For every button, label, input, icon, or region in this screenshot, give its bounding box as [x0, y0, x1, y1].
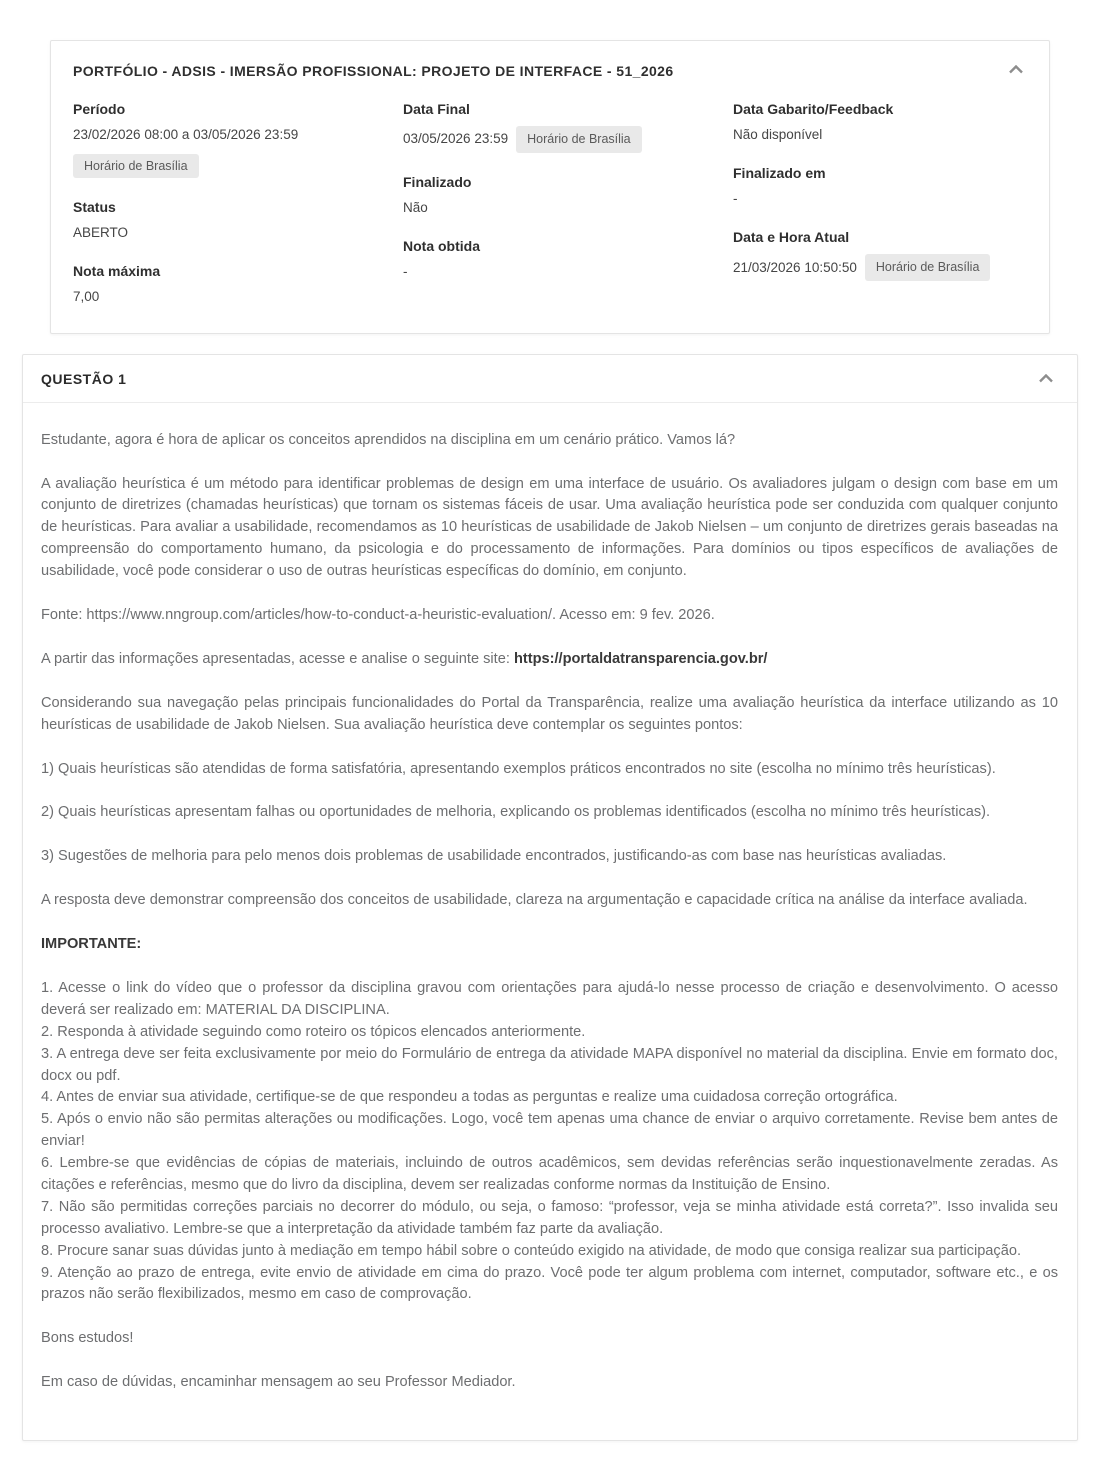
assignment-title: PORTFÓLIO - ADSIS - IMERSÃO PROFISSIONAL: PROJETO DE INTERFACE - 51_2026	[73, 63, 674, 79]
question-paragraph-intro: Estudante, agora é hora de aplicar os conceitos aprendidos na disciplina em um cenário prático. Vamos lá?	[41, 431, 736, 448]
assignment-column-2	[403, 101, 733, 307]
nota-obtida-label: Nota obtida	[403, 238, 480, 255]
nota-obtida-field	[403, 238, 733, 281]
data-final-label: Data Final	[403, 101, 470, 117]
timezone-badge: Horário de Brasília	[73, 154, 199, 178]
question-paragraph-duvidas: Em caso de dúvidas, encaminhar mensagem ao seu Professor Mediador.	[41, 1374, 516, 1391]
question-paragraph-fonte: Fonte: https://www.nngroup.com/articles/how-to-conduct-a-heuristic-evaluation/. Acesso em: 9 fev. 2026.	[41, 607, 715, 623]
question-card	[22, 354, 1078, 1442]
periodo-label: Período	[73, 101, 126, 117]
data-final-field	[403, 101, 733, 153]
timezone-badge: Horário de Brasília	[516, 126, 642, 153]
instruction-item: 3. A entrega deve ser feita exclusivamente por meio do Formulário de entrega da atividade MAPA disponível no material da disciplina. Envie em formato doc, docx ou pdf.	[41, 1045, 1058, 1084]
instruction-item: 6. Lembre-se que evidências de cópias de materiais, incluindo de outros acadêmicos, sem devidas referências serão inquestionavelmente zeradas. As citações e referências, mesmo que do livro da disciplina, devem ser realizadas conforme normas da Instituição de Ensino.	[41, 1155, 1058, 1194]
important-heading: IMPORTANTE:	[41, 936, 142, 953]
status-label: Status	[73, 199, 116, 216]
instruction-item: 9. Atenção ao prazo de entrega, evite envio de atividade em cima do prazo. Você pode ter algum problema com internet, computador, software etc., e os prazos não serão flexibilizados, mesmo em caso de comprovação.	[41, 1264, 1058, 1303]
assignment-summary-card	[50, 40, 1050, 334]
question-collapse-button[interactable]	[1037, 372, 1055, 385]
data-hora-atual-field	[733, 229, 1025, 281]
chevron-up-icon	[1039, 374, 1053, 383]
status-field	[73, 199, 403, 242]
instruction-item: 4. Antes de enviar sua atividade, certifique-se de que respondeu a todas as perguntas e realize uma cuidadosa correção ortográfica.	[41, 1089, 898, 1106]
instruction-item: 5. Após o envio não são permitas alterações ou modificações. Logo, você tem apenas uma chance de enviar o arquivo corretamente. Revise bem antes de enviar!	[41, 1111, 1058, 1150]
instructions-list	[41, 978, 1058, 1306]
nota-maxima-value: 7,00	[73, 289, 100, 305]
assignment-fields-grid	[73, 101, 1025, 307]
finalizado-em-value: -	[733, 191, 738, 207]
nota-obtida-value: -	[403, 264, 408, 280]
question-paragraph-ponto3: 3) Sugestões de melhoria para pelo menos dois problemas de usabilidade encontrados, justificando-as com base nas heurísticas avaliadas.	[41, 848, 947, 865]
data-gabarito-field	[733, 101, 1025, 144]
question-paragraph-heuristica: A avaliação heurística é um método para identificar problemas de design em uma interface de usuário. Os avaliadores julgam o design com base em um conjunto de diretrizes (chamadas heurísticas) que tornam os sistemas fáceis de usar. Uma avaliação heurística pode ser conduzida com qualquer conjunto de heurísticas. Para avaliar a usabilidade, recomendamos as 10 heurísticas de usabilidade de Jakob Nielsen – um conjunto de diretrizes gerais baseadas na compreensão do comportamento humano, da psicologia e do processamento de informações. Para domínios ou tipos específicos de avaliações de usabilidade, você pode considerar o uso de outras heurísticas específicas do domínio, em conjunto.	[41, 475, 1058, 580]
status-value: ABERTO	[73, 225, 129, 241]
data-final-value: 03/05/2026 23:59	[403, 131, 509, 147]
assignment-column-1	[73, 101, 403, 307]
finalizado-label: Finalizado	[403, 173, 472, 190]
periodo-field	[73, 101, 403, 178]
periodo-value: 23/02/2026 08:00 a 03/05/2026 23:59	[73, 127, 299, 142]
chevron-up-icon	[1009, 65, 1023, 74]
nota-maxima-label: Nota máxima	[73, 263, 161, 280]
assignment-header	[73, 63, 1025, 79]
question-paragraph-resposta: A resposta deve demonstrar compreensão dos conceitos de usabilidade, clareza na argumentação e capacidade crítica na análise da interface avaliada.	[41, 892, 1028, 909]
question-header	[23, 355, 1077, 403]
instruction-item: 2. Responda à atividade seguindo como roteiro os tópicos elencados anteriormente.	[41, 1023, 586, 1040]
question-paragraph-bons-estudos: Bons estudos!	[41, 1330, 134, 1347]
timezone-badge: Horário de Brasília	[865, 254, 991, 281]
finalizado-em-label: Finalizado em	[733, 165, 826, 182]
data-gabarito-value: Não disponível	[733, 127, 823, 142]
question-paragraph-ponto1: 1) Quais heurísticas são atendidas de forma satisfatória, apresentando exemplos práticos encontrados no site (escolha no mínimo três heurísticas).	[41, 760, 996, 777]
instruction-item: 8. Procure sanar suas dúvidas junto à mediação em tempo hábil sobre o conteúdo exigido na atividade, de modo que consiga realizar sua participação.	[41, 1242, 1022, 1259]
assignment-collapse-button[interactable]	[1007, 63, 1025, 76]
instruction-item: 1. Acesse o link do vídeo que o professor da disciplina gravou com orientações para ajudá-lo nesse processo de criação e desenvolvimento. O acesso deverá ser realizado em: MATERIAL DA DISCIPLINA.	[41, 980, 1058, 1018]
instruction-item: 7. Não são permitidas correções parciais no decorrer do módulo, ou seja, o famoso: “professor, veja se minha atividade está correta?”. Isso invalida seu processo avaliativo. Lembre-se que a interpretação da atividade também faz parte da avaliação.	[41, 1198, 1058, 1237]
assignment-column-3	[733, 101, 1025, 307]
question-body	[23, 403, 1077, 1441]
finalizado-field	[403, 174, 733, 217]
data-gabarito-label: Data Gabarito/Feedback	[733, 101, 894, 117]
question-title: QUESTÃO 1	[41, 370, 127, 387]
question-paragraph-site	[41, 649, 1058, 671]
data-hora-atual-label: Data e Hora Atual	[733, 229, 850, 246]
question-paragraph-ponto2: 2) Quais heurísticas apresentam falhas ou oportunidades de melhoria, explicando os problemas identificados (escolha no mínimo três heurísticas).	[41, 804, 991, 821]
finalizado-value: Não	[403, 199, 428, 215]
nota-maxima-field	[73, 263, 403, 306]
question-paragraph-considerando: Considerando sua navegação pelas principais funcionalidades do Portal da Transparência, realize uma avaliação heurística da interface utilizando as 10 heurísticas de usabilidade de Jakob Nielsen. Sua avaliação heurística deve contemplar os seguintes pontos:	[41, 694, 1058, 733]
data-hora-atual-value: 21/03/2026 10:50:50	[733, 259, 857, 275]
site-sentence-prefix: A partir das informações apresentadas, acesse e analise o seguinte site:	[41, 650, 514, 667]
portal-transparencia-link[interactable]: https://portaldatransparencia.gov.br/	[513, 650, 768, 667]
finalizado-em-field	[733, 165, 1025, 208]
